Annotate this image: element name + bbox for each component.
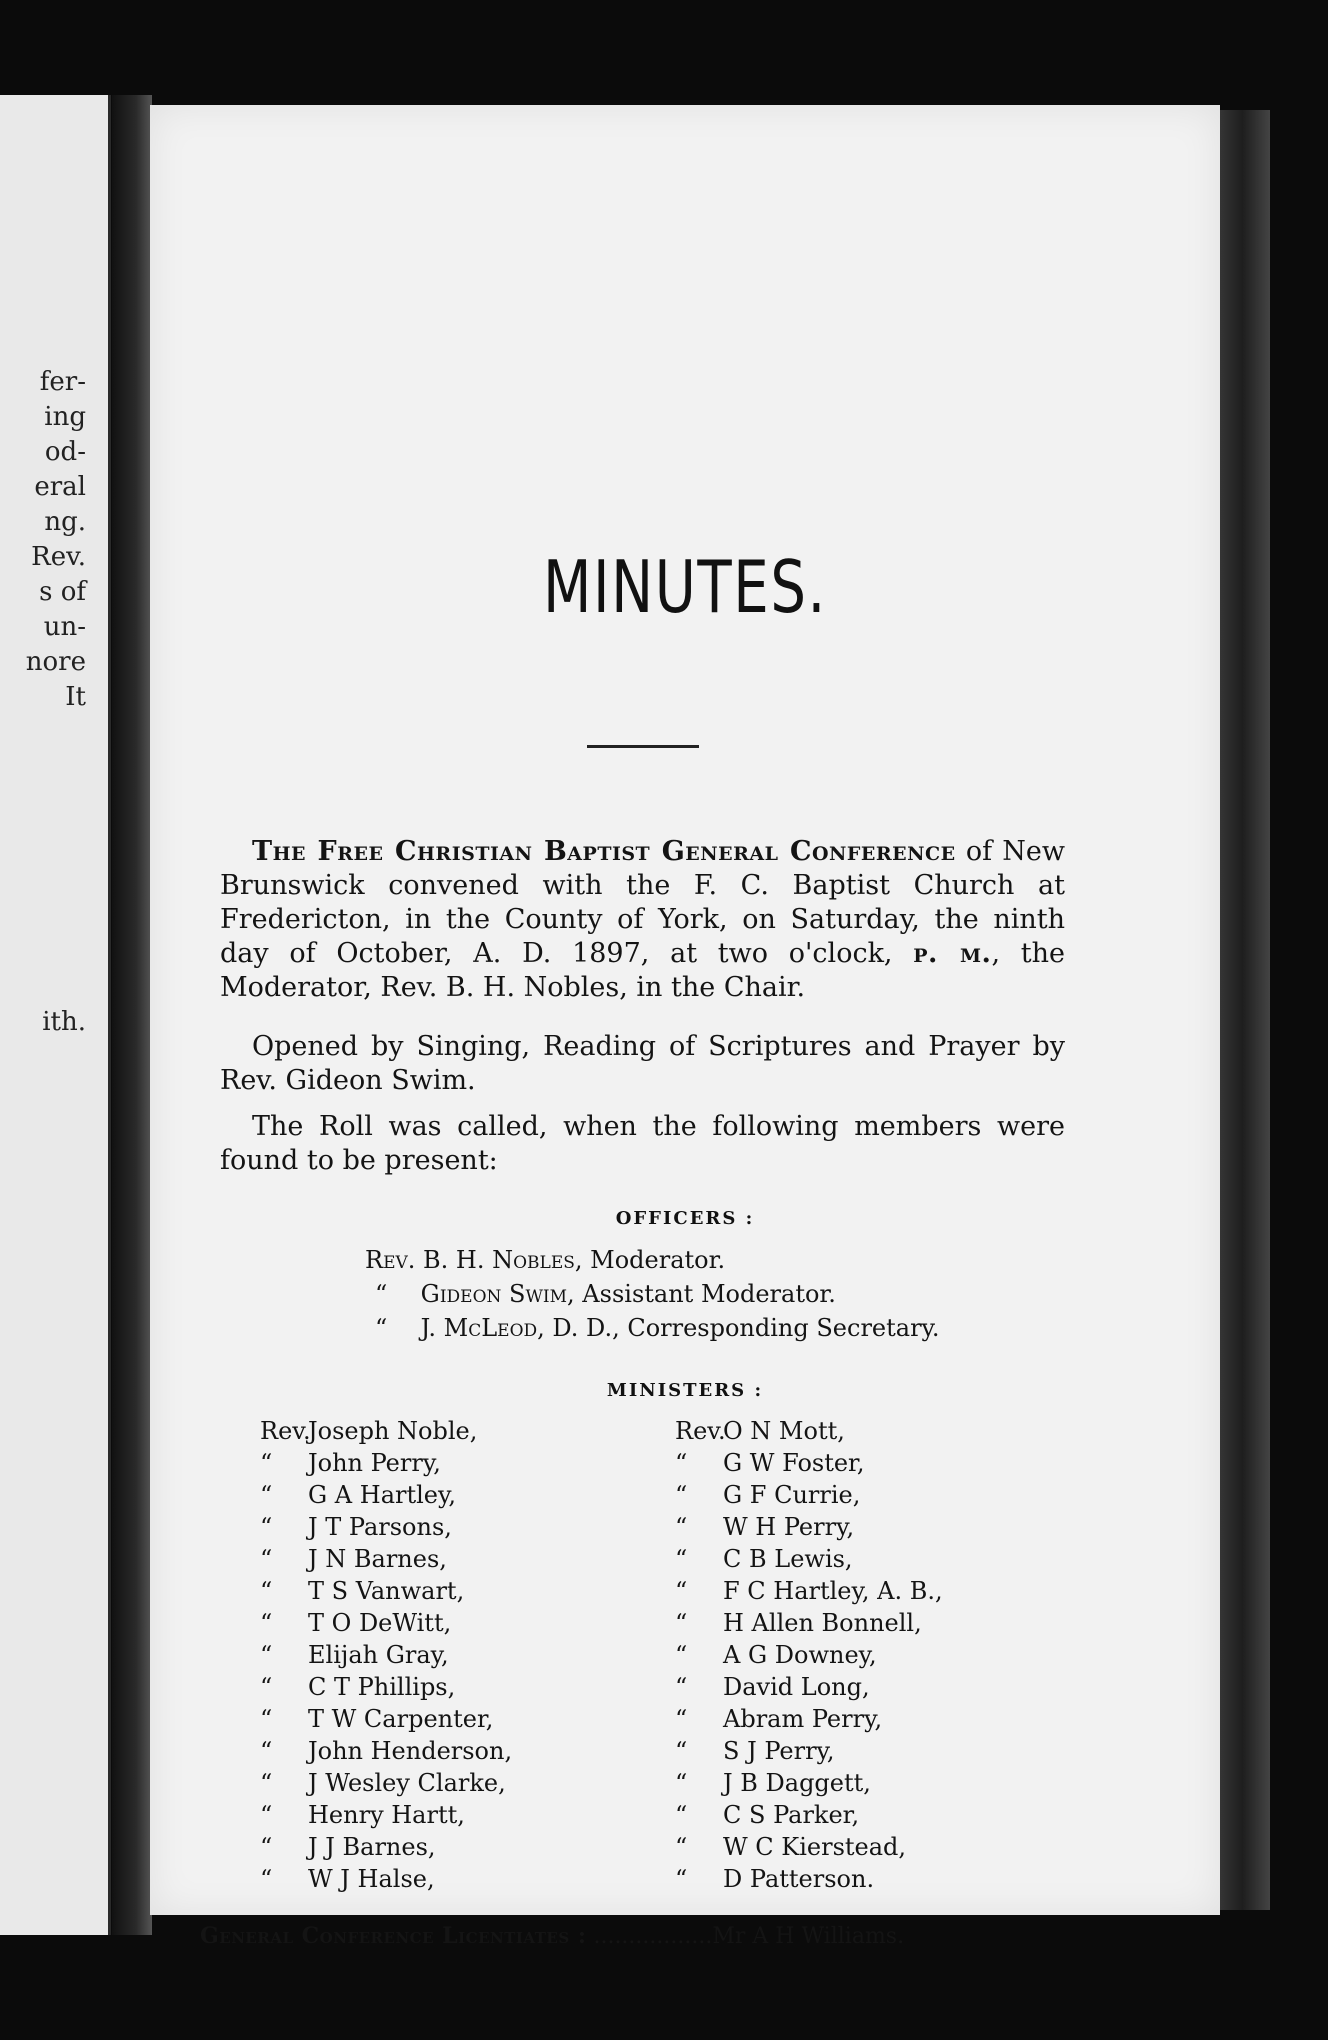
officer-role: , Moderator.	[574, 1246, 726, 1274]
minister-item: “ T O DeWitt,	[260, 1609, 452, 1637]
minister-item: “ C B Lewis,	[675, 1545, 853, 1573]
left-fragment: fer-	[39, 367, 86, 397]
left-fragment: nore	[25, 647, 86, 677]
officer-role: , D. D., Corresponding Secretary.	[537, 1314, 940, 1342]
minister-item: “ C T Phillips,	[260, 1673, 456, 1701]
officer-role: , Assistant Moderator.	[567, 1280, 836, 1308]
opening-text-end: , the Moderator, Rev. B. H. Nobles, in the Chair.	[220, 938, 1065, 1003]
officer-row	[375, 1279, 836, 1309]
page-title: MINUTES.	[543, 545, 827, 629]
left-fragment: ng.	[44, 507, 86, 537]
opening-text: of New Brunswick convened with the F. C. Baptist Church at Fredericton, in the County of York, on Saturday, the ninth day of October, A. D. 1897, at two o'clock,	[220, 836, 1065, 969]
prayer-paragraph: Opened by Singing, Reading of Scriptures and Prayer by Rev. Gideon Swim.	[220, 1031, 1065, 1096]
pm-abbrev: p. m.	[913, 938, 992, 969]
officer-prefix: “	[375, 1280, 388, 1308]
minister-item: “ W J Halse,	[260, 1865, 435, 1893]
left-fragment: It	[65, 682, 86, 712]
left-fragment: Rev.	[31, 542, 86, 572]
officer-prefix: “	[375, 1314, 388, 1342]
book-gutter	[112, 95, 152, 1935]
left-fragment: ing	[44, 402, 86, 432]
minister-item: “ G F Currie,	[675, 1481, 861, 1509]
officer-name: J. McLeod	[420, 1314, 538, 1342]
left-fragment: s of	[39, 577, 86, 607]
licentiates-line	[200, 1923, 1080, 1949]
minister-item: “ C S Parker,	[675, 1801, 860, 1829]
minister-item: Rev.Joseph Noble,	[260, 1417, 478, 1445]
minister-item: “ J N Barnes,	[260, 1545, 447, 1573]
minister-item: “ J Wesley Clarke,	[260, 1769, 506, 1797]
minister-item: “ T W Carpenter,	[260, 1705, 494, 1733]
minister-item: “ Henry Hartt,	[260, 1801, 465, 1829]
left-fragment: un-	[43, 612, 86, 642]
left-fragment: ith.	[42, 1007, 86, 1037]
minister-item: “ F C Hartley, A. B.,	[675, 1577, 943, 1605]
minister-item: “ J B Daggett,	[675, 1769, 871, 1797]
minister-item: “ D Patterson.	[675, 1865, 875, 1893]
minister-item: “ W C Kierstead,	[675, 1833, 907, 1861]
officers-heading: OFFICERS :	[615, 1208, 755, 1229]
minister-item: “ S J Perry,	[675, 1737, 835, 1765]
minister-item: “ John Perry,	[260, 1449, 441, 1477]
minister-item: “ J J Barnes,	[260, 1833, 436, 1861]
left-fragment: eral	[34, 472, 86, 502]
page-edge	[1215, 110, 1270, 1910]
minister-item: “ G W Foster,	[675, 1449, 865, 1477]
officer-row	[375, 1313, 940, 1343]
left-page-fragment	[0, 95, 111, 1935]
minister-item: “ Elijah Gray,	[260, 1641, 449, 1669]
minister-item: “ H Allen Bonnell,	[675, 1609, 922, 1637]
main-page	[150, 105, 1220, 1949]
licentiate-name: Mr A H Williams.	[712, 1924, 905, 1949]
licentiates-label: General Conference Licentiates :	[200, 1923, 587, 1949]
minister-item: “ G A Hartley,	[260, 1481, 456, 1509]
officer-prefix: Rev.	[365, 1246, 416, 1274]
officer-name: Gideon Swim	[420, 1280, 568, 1308]
minister-item: Rev.O N Mott,	[675, 1417, 845, 1445]
officer-name: B. H. Nobles	[423, 1246, 575, 1274]
ministers-left-column	[260, 1415, 640, 1895]
ministers-right-column	[675, 1415, 1055, 1895]
ministers-heading: MINISTERS :	[606, 1380, 764, 1401]
minister-item: “ David Long,	[675, 1673, 870, 1701]
title-rule	[587, 745, 699, 748]
officer-row	[365, 1245, 725, 1275]
minister-item: “ T S Vanwart,	[260, 1577, 465, 1605]
left-fragment: od-	[44, 437, 86, 467]
minister-item: “ A G Downey,	[675, 1641, 877, 1669]
minister-item: “ J T Parsons,	[260, 1513, 452, 1541]
roll-paragraph: The Roll was called, when the following members were found to be present:	[220, 1111, 1065, 1176]
opening-paragraph	[220, 835, 1065, 1005]
minister-item: “ John Henderson,	[260, 1737, 513, 1765]
minister-item: “ Abram Perry,	[675, 1705, 883, 1733]
licentiates-leader: .................	[586, 1924, 713, 1949]
conference-name: The Free Christian Baptist General Conference	[252, 836, 956, 867]
minister-item: “ W H Perry,	[675, 1513, 855, 1541]
